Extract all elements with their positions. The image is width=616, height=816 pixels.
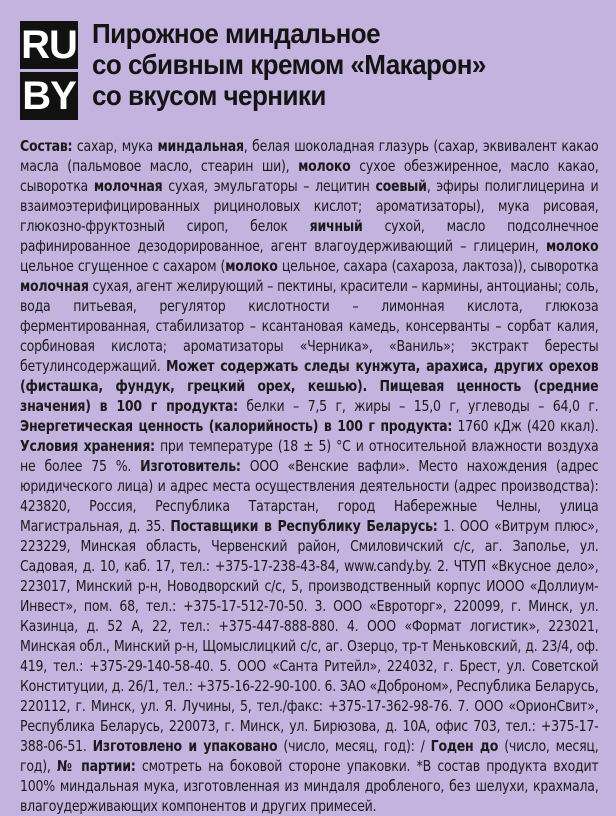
manufacturer-info: ООО «Венские вафли». Место нахождения (адрес юридического лица) и адрес места осуществления деятельности (адрес производства): 423820, Россия, Республика Татарстан, город Набережные Челны, улица Магистральная, д. 35. [20, 457, 599, 535]
text-run: сухое обезжиренное, масло какао, сыворотка [20, 157, 599, 195]
text-run: сахар, мука [72, 137, 158, 155]
composition-heading: Состав: [20, 137, 73, 155]
production-date-heading: Изготовлено и упаковано [92, 737, 278, 755]
allergen-warning-and-nutrition-heading: Может содержать следы кунжута, арахиса, других орехов (фисташка, фундук, грецкий орех, кешью). Пищевая ценность (средние значения) в 100 г продукта: [20, 357, 599, 415]
text-run: сухая, агент желирующий – пектины, красители – кармины, антоцианы; соль, вода питьевая, регулятор кислотности – лимонная кислота, глюкоза ферментированная, стабилизатор – ксантановая камедь, консерванты – сорбат калия, сорбиновая кислота; ароматизаторы «Черника», «Ваниль»; экстракт бересты бетулинсодержащий. [20, 277, 599, 375]
title-line-3: со вкусом черники [92, 80, 326, 111]
allergen-highlight: миндальная [157, 137, 244, 155]
label-header [20, 18, 602, 122]
manufacturer-heading: Изготовитель: [140, 457, 241, 475]
energy-value: 1760 кДж (420 ккал). [452, 417, 599, 435]
country-badge-by: BY [20, 72, 78, 120]
text-run: цельное сгущенное с сахаром ( [20, 257, 226, 275]
text-run: цельное, сахара (сахароза, лактоза)), сыворотка [277, 257, 599, 275]
text-run: , белая шоколадная глазурь (сахар, эквивалент какао масла (пальмовое масло, стеарин ши), [20, 137, 599, 175]
energy-heading: Энергетическая ценность (калорийность) в 100 г продукта: [20, 417, 453, 435]
allergen-highlight: молоко [546, 237, 599, 255]
suppliers-list: 1. ООО «Витрум плюс», 223229, Минская область, Червенский район, Смиловичский с/с, аг. Заполье, ул. Садовая, д. 10, каб. 17, тел.: +375-17-238-43-84, www.candy.by. 2. ЧТУП «Вкусное дело», 223017, Минский р-н, Новодворский с/с, 5, производственный корпус ИООО «Доллиум-Инвест», пом. 68, тел.: +375-17-512-70-50. 3. ООО «Евроторг», 220099, г. Минск, ул. Казинца, д. 52 А, 22, тел.: +375-447-888-880. 4. ООО «Формат логистик», 223021, Минская обл., Минский р-н, Щомыслицкий с/с, аг. Озерцо, тр-т Меньковский, д. 23/4, оф. 419, тел.: +375-29-140-58-40. 5. ООО «Санта Ритейл», 224032, г. Брест, ул. Советской Конституции, д. 26/1, тел.: +375-16-22-90-100. 6. ЗАО «Доброном», Республика Беларусь, 220112, г. Минск, ул. Я. Лучины, 5, тел./факс: +375-17-362-98-76. 7. ООО «ОрионСвит», Республика Беларусь, 220073, г. Минск, ул. Бирюзова, д. 10А, офис 703, тел.: +375-17-388-06-51. [20, 517, 599, 755]
product-title [92, 18, 486, 111]
nutrition-values: белки – 7,5 г, жиры – 15,0 г, углеводы – 64,0 г. [237, 397, 599, 415]
storage-heading: Условия хранения: [20, 437, 155, 455]
suppliers-heading: Поставщики в Республику Беларусь: [170, 517, 438, 535]
allergen-highlight: молоко [225, 257, 278, 275]
allergen-highlight: молочная [93, 177, 163, 195]
expiry-heading: Годен до [430, 737, 499, 755]
title-line-1: Пирожное миндальное [92, 18, 381, 49]
composition-text [20, 136, 598, 816]
batch-heading: № партии: [57, 757, 136, 775]
text-run: , эфиры полиглицерина и взаимоэтерифицированных рициноловых кислот; ароматизаторы), мука рисовая, глюкозно-фруктозный сироп, белок [20, 177, 599, 235]
allergen-highlight: молочная [20, 277, 89, 295]
allergen-highlight: соевый [375, 177, 427, 195]
title-line-2: со сбивным кремом «Макарон» [92, 49, 486, 80]
text-run: сухой, масло подсолнечное рафинированное дезодорированное, агент влагоудерживающий – глицерин, [20, 217, 599, 255]
country-badge-ru: RU [20, 21, 78, 69]
text-run: сухая, эмульгаторы – лецитин [162, 177, 376, 195]
text-run: смотреть на боковой стороне упаковки. *В состав продукта входит 100% миндальная мука, изготовленная из миндаля дробленого, без шелухи, крахмала, влагоудерживающих компонентов и других примесей. [20, 757, 599, 815]
text-run: (число, месяц, год): / [277, 737, 431, 755]
text-run: (число, месяц, год), [20, 737, 599, 775]
country-badges [20, 18, 78, 120]
allergen-highlight: молоко [298, 157, 351, 175]
storage-conditions: при температуре (18 ± 5) °С и относительной влажности воздуха не более 75 %. [20, 437, 599, 475]
allergen-highlight: яичный [309, 217, 363, 235]
